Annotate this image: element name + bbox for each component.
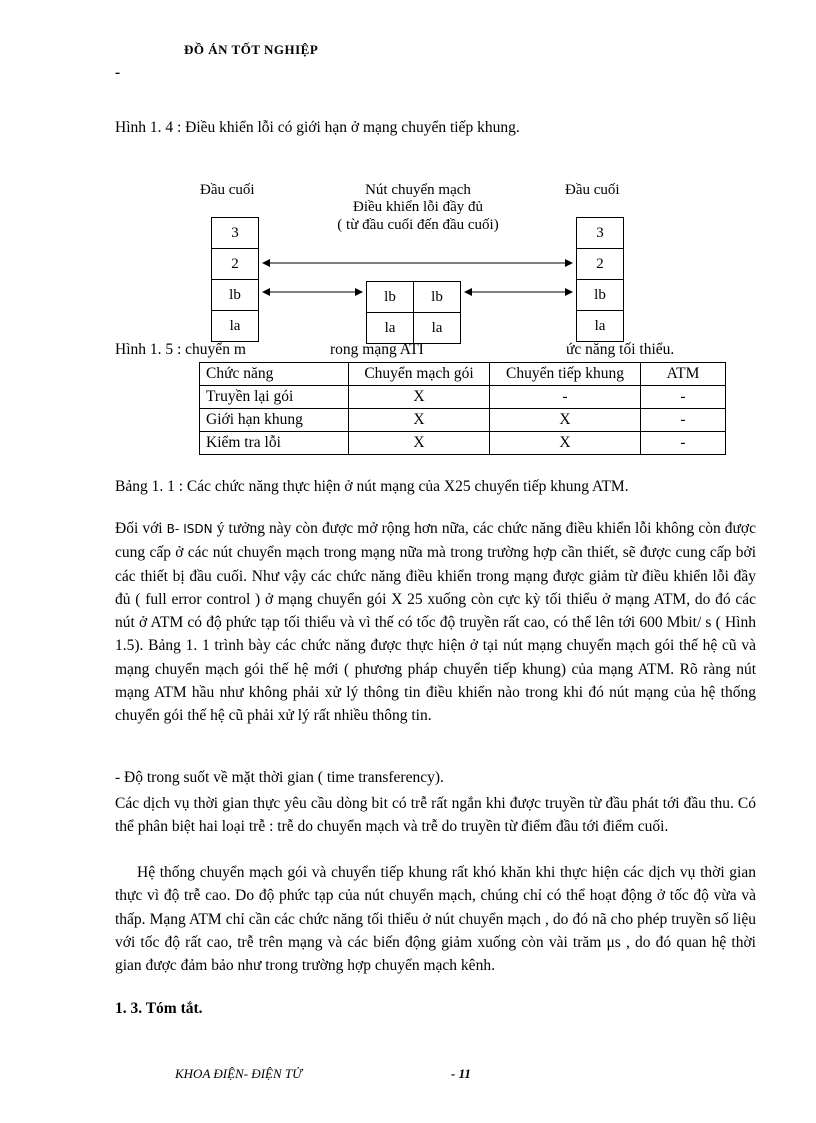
right-layer-2: 2 [576,248,624,280]
left-layer-1a: la [211,310,259,342]
left-terminal-label: Đầu cuối [200,182,255,198]
page-number: - 11 [451,1066,471,1081]
table-cell: - [490,386,641,409]
paragraph-lead: Đối với [115,520,167,537]
table-header-cell: Chuyển mạch gói [349,363,490,386]
figure-1-5-caption-part3: ức năng tối thiểu. [566,341,675,358]
left-layer-3: 3 [211,217,259,249]
page-header-title: ĐỒ ÁN TỐT NGHIỆP [184,42,319,57]
left-layer-2: 2 [211,248,259,280]
table-cell: X [349,432,490,455]
switch-node-label: Nút chuyển mạch [365,182,471,198]
table-cell: X [349,386,490,409]
table-cell: - [641,409,726,432]
node-layer-1a-left: la [366,312,414,344]
full-error-control-label: Điều khiển lỗi đầy đủ [353,199,483,215]
right-layer-1b: lb [576,279,624,311]
paragraph-text: Hệ thống chuyển mạch gói và chuyển tiếp khung rất khó khăn khi thực hiện các dịch vụ thời gian thực vì độ trễ cao. Do độ phức tạp của nút chuyển mạch, chúng chỉ có thể hoạt động ở tốc độ vừa và thấp. Mạng ATM chỉ cần các chức năng tối thiểu ở nút chuyển mạch , do đó nã cho phép truyền số liệu với tốc độ rất cao, trễ trên mạng và các biến động giảm xuống còn vài trăm μs , do đó quan hệ thời gian được đảm bảo như trong trường hợp chuyển mạch kênh. [115,864,756,975]
body-paragraph-bisdn [115,517,756,728]
table-cell: X [349,409,490,432]
diagram-arrows [0,0,816,360]
table-cell: Giới hạn khung [200,409,349,432]
table-header-cell: Chức năng [200,363,349,386]
table-header-cell: Chuyển tiếp khung [490,363,641,386]
paragraph-text: Các dịch vụ thời gian thực yêu cầu dòng bit có trễ rất ngắn khi được truyền từ đầu phát tới đầu thu. Có thể phân biệt hai loại trễ : trễ do chuyển mạch và trễ do truyền từ điểm đầu tới điểm cuối. [115,795,756,836]
figure-1-5-caption-part1: Hình 1. 5 : chuyển m [115,341,246,358]
end-to-end-label: ( từ đầu cuối đến đầu cuối) [337,217,499,233]
bisdn-term: B- ISDN [166,522,213,536]
figure-1-4-caption: Hình 1. 4 : Điều khiển lỗi có giới hạn ở mạng chuyển tiếp khung. [115,119,520,136]
table-row [200,386,726,409]
figure-1-5-caption-part2: rong mạng ATI [330,341,424,358]
bullet-time-transparency: - Độ trong suốt về mặt thời gian ( time transferency). [115,769,444,786]
header-dash: - [115,64,121,81]
table-cell: Kiểm tra lỗi [200,432,349,455]
table-row [200,409,726,432]
paragraph-text: ý tưởng này còn được mở rộng hơn nữa, các chức năng điều khiển lỗi không còn được cung cấp ở các nút chuyển mạch trong mạng nữa mà trong trường hợp cần thiết, sẽ được cung cấp bởi các thiết bị đầu cuối. Như vậy các chức năng điều khiển trong mạng được giảm từ điều khiển lỗi đầy đủ ( full error control ) ở mạng chuyển gói X 25 xuống còn cực kỳ tối thiểu ở mạng ATM, do đó các nút ở ATM có độ phức tạp tối thiểu và vì thế có tốc độ truyền rất cao, có thể lên tới 600 Mbit/ s ( Hình 1.5). Bảng 1. 1 trình bày các chức năng được thực hiện ở tại nút mạng chuyển mạch gói thế hệ cũ và mạng chuyển mạch gói thế hệ mới ( phương pháp chuyển tiếp khung) của mạng ATM. Rõ ràng nút mạng ATM hầu như không phải xử lý thông tin điều khiển nào trong khi đó nút mạng của hệ thống chuyển gói thế hệ cũ phải xử lý rất nhiều thông tin. [115,520,757,725]
function-table [199,362,726,455]
section-heading: 1. 3. Tóm tắt. [115,1000,203,1017]
body-paragraph-realtime [115,861,756,977]
right-terminal-label: Đầu cuối [565,182,620,198]
node-layer-1b-right: lb [413,281,461,313]
table-cell: Truyền lại gói [200,386,349,409]
table-row [200,432,726,455]
table-header-cell: ATM [641,363,726,386]
table-cell: X [490,432,641,455]
footer-faculty: KHOA ĐIỆN- ĐIỆN TỬ [175,1066,302,1081]
node-layer-1a-right: la [413,312,461,344]
node-layer-1b-left: lb [366,281,414,313]
right-layer-3: 3 [576,217,624,249]
table-cell: X [490,409,641,432]
body-paragraph-delay [115,792,756,839]
right-layer-1a: la [576,310,624,342]
table-caption: Bảng 1. 1 : Các chức năng thực hiện ở nút mạng của X25 chuyển tiếp khung ATM. [115,478,629,495]
table-header-row [200,363,726,386]
table-cell: - [641,432,726,455]
left-layer-1b: lb [211,279,259,311]
table-cell: - [641,386,726,409]
